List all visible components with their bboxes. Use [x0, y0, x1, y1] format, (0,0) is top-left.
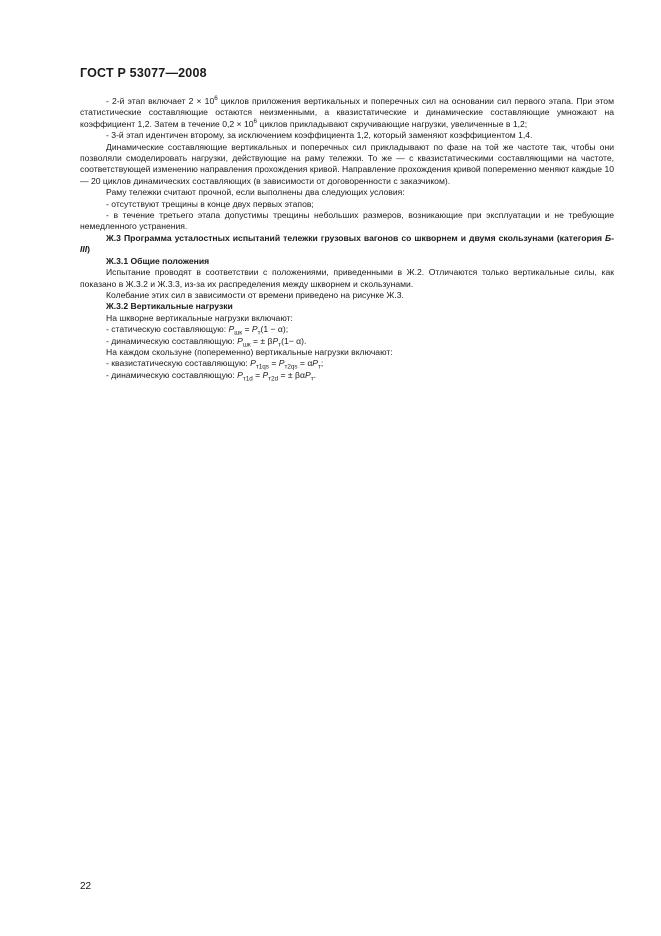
formula-dynamic-component: - динамическую составляющую: $P_{шк}$ = ± $\beta P_т(1- \alpha)$. — [106, 335, 307, 349]
condition-item-2: - в течение третьего этапа допустимы трещины небольших размеров, возникающие при эксплуатации и не требующие немедленного устранения. — [80, 210, 614, 232]
paragraph-force-oscillation: Колебание этих сил в зависимости от времени приведено на рисунке Ж.3. — [106, 289, 404, 300]
section-heading-zh3: Ж.3 Программа усталостных испытаний тележки грузовых вагонов со шкворнем и двумя скользунами (категория Б-III) — [80, 232, 614, 255]
condition-item-1: - отсутствуют трещины в конце двух первых этапов; — [106, 198, 314, 209]
formula-static-component: - статическую составляющую: $P_{шк} = P_т(1 - \alpha)$; — [106, 324, 289, 337]
paragraph-strength-conditions: Раму тележки считают прочной, если выполнены два следующих условия: — [106, 187, 405, 198]
paragraph-stage3: - 3-й этап идентичен второму, за исключением коэффициента 1,2, который заменяют коэффициентом 1,4. — [106, 130, 533, 141]
paragraph-test-procedure: Испытание проводят в соответствии с положениями, приведенными в Ж.2. Отличаются только вертикальные силы, как показано в Ж.3.2 и Ж.3.3, из-за их распределения между шкворнем и скользунами. — [80, 267, 614, 289]
document-header: ГОСТ Р 53077—2008 — [80, 66, 207, 80]
formula-quasistatic-component: - квазистатическую составляющую: $P_{т1qs} = P_{т2qs} = \alpha P_т$; — [106, 358, 324, 372]
paragraph-dynamic-components: Динамические составляющие вертикальных и поперечных сил прикладывают по фазе на той же частоте так, чтобы они позволяли смоделировать нагрузки, действующие на раму тележки. То же — с квазистатическими составляющими на частоте, соответствующей изменению направления прохождения кривой. Направление прохождения кривой попеременно меняют каждые 10 — 20 циклов динамических составляющих (в зависимости от договоренности с заказчиком). — [80, 141, 614, 186]
document-body — [80, 96, 614, 381]
paragraph-side-bearer-loads: На каждом скользуне (попеременно) вертикальные нагрузки включают: — [106, 346, 393, 357]
page-number: 22 — [80, 881, 92, 892]
subsection-heading-zh32: Ж.3.2 Вертикальные нагрузки — [106, 301, 233, 312]
formula-dynamic-side-bearer: - динамическую составляющую: $P_{т1d} = P_{т2d}$ = ± βαP$_т$. — [106, 369, 316, 383]
subsection-heading-zh31: Ж.3.1 Общие положения — [106, 255, 210, 266]
paragraph-kingpin-loads: На шкворне вертикальные нагрузки включают: — [106, 312, 293, 323]
paragraph-stage2: - 2-й этап включает $2 \times 10^6$ циклов приложения вертикальных и поперечных сил на основании сил первого этапа. При этом статистические составляющие остаются неизменными, а квазистатические и динамические составляющие умножают на коэффициент 1,2. Затем в течение $0,2 \times 10^6$ циклов прикладывают скручивающие нагрузки, увеличенные в 1,2; — [80, 95, 614, 129]
